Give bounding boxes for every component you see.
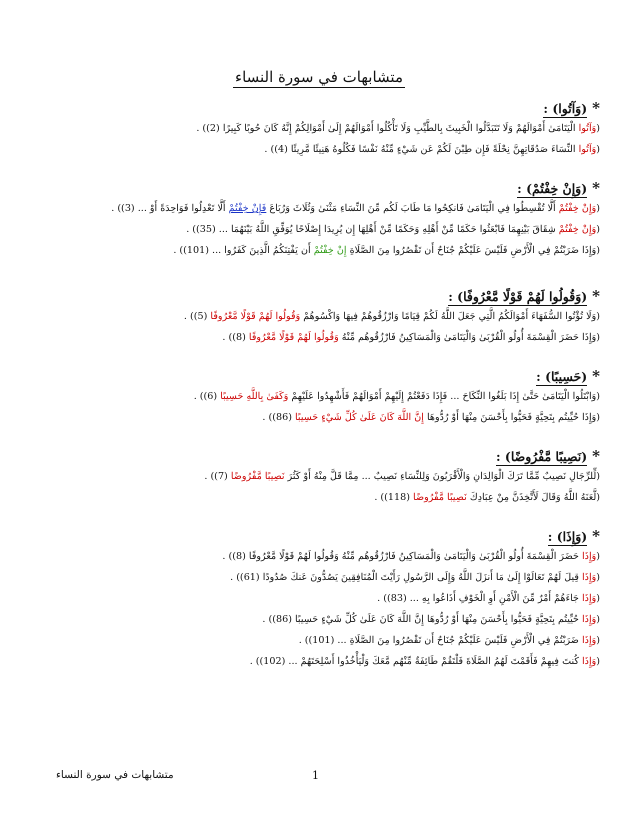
verse-text: جَاءَهُمْ أَمْرٌ مِّنَ الْأَمْنِ أَوِ الْخَوْفِ أَذَاعُوا بِهِ ... (83)) . xyxy=(377,593,582,604)
asterisk-icon: * xyxy=(592,179,600,197)
highlighted-phrase: وَآتُوا xyxy=(578,144,597,155)
verse-text: ( xyxy=(596,635,600,646)
highlighted-phrase: نَصِيبًا مَّفْرُوضًا xyxy=(413,492,467,503)
asterisk-icon: * xyxy=(592,527,600,545)
verse-text: أَلَّا تُقْسِطُوا فِي الْيَتَامَىٰ فَانكِحُوا مَا طَابَ لَكُم مِّنَ النِّسَاءِ مَثْنَىٰ وَثُلَاثَ وَرُبَاعَ xyxy=(266,203,559,214)
section-wa-in-khiftum xyxy=(40,178,600,261)
verse-text: (وَإِذَا ضَرَبْتُمْ فِي الْأَرْضِ فَلَيْسَ عَلَيْكُمْ جُنَاحٌ أَن تَقْصُرُوا مِنَ الصَّلَاةِ xyxy=(346,245,600,256)
section-heading xyxy=(40,286,600,306)
verse-text: (118)) . xyxy=(374,492,414,503)
section-heading xyxy=(40,98,600,118)
verse-line xyxy=(40,609,600,630)
verse-line xyxy=(40,546,600,567)
section-hasiba xyxy=(40,366,600,428)
section-heading xyxy=(40,178,600,198)
verse-text: (وَإِذَا حُيِّيتُم بِتَحِيَّةٍ فَحَيُّوا بِأَحْسَنَ مِنْهَا أَوْ رُدُّوهَا xyxy=(423,412,600,423)
highlighted-phrase: وَإِنْ خِفْتُمْ xyxy=(558,203,597,214)
verse-text: (وَابْتَلُوا الْيَتَامَىٰ حَتَّىٰ إِذَا بَلَغُوا النِّكَاحَ ... فَإِذَا دَفَعْتُمْ إِلَيْهِمْ أَمْوَالَهُمْ فَأَشْهِدُوا عَلَيْهِمْ xyxy=(288,391,600,402)
verse-line xyxy=(40,240,600,261)
verse-text: (لِّلرِّجَالِ نَصِيبٌ مِّمَّا تَرَكَ الْوَالِدَانِ وَالْأَقْرَبُونَ وَلِلنِّسَاءِ نَصِيبٌ ... مِمَّا قَلَّ مِنْهُ أَوْ كَثُرَ xyxy=(284,471,600,482)
verse-text: حُيِّيتُم بِتَحِيَّةٍ فَحَيُّوا بِأَحْسَنَ مِنْهَا أَوْ رُدُّوهَا إِنَّ اللَّهَ كَانَ عَلَىٰ كُلِّ شَيْءٍ حَسِيبًا (86)) . xyxy=(262,614,582,625)
asterisk-icon: * xyxy=(592,99,600,117)
verse-line xyxy=(40,386,600,407)
asterisk-icon: * xyxy=(592,287,600,305)
verse-text: (وَلَا تُؤْتُوا السُّفَهَاءَ أَمْوَالَكُمُ الَّتِي جَعَلَ اللَّهُ لَكُمْ قِيَامًا وَارْزُقُوهُمْ فِيهَا وَاكْسُوهُمْ xyxy=(300,311,600,322)
verse-line xyxy=(40,198,600,219)
section-heading xyxy=(40,526,600,546)
verse-text: (7)) . xyxy=(204,471,231,482)
section-heading-label: (وَآتُوا) : xyxy=(543,101,588,116)
section-heading-label: (وَإِنْ خِفْتُمْ) : xyxy=(517,181,588,196)
section-heading-label: (حَسِيبًا) : xyxy=(536,369,588,384)
highlighted-phrase: وَقُولُوا لَهُمْ قَوْلًا مَّعْرُوفًا xyxy=(248,332,339,343)
verse-line xyxy=(40,219,600,240)
verse-line xyxy=(40,487,600,508)
footer-title: متشابهات في سورة النساء xyxy=(56,769,174,781)
highlighted-phrase: وَإِذَا xyxy=(582,656,597,667)
verse-text: ( xyxy=(596,123,600,134)
highlighted-phrase: وَإِذَا xyxy=(582,551,597,562)
highlighted-phrase: نَصِيبًا مَّفْرُوضًا xyxy=(230,471,285,482)
verse-text: ( xyxy=(596,144,600,155)
verse-text: ( xyxy=(596,224,600,235)
verse-line xyxy=(40,630,600,651)
verse-text: ( xyxy=(596,572,600,583)
verse-line xyxy=(40,139,600,160)
highlighted-phrase: إِنَّ اللَّهَ كَانَ عَلَىٰ كُلِّ شَيْءٍ حَسِيبًا xyxy=(295,412,424,423)
verse-text: ( xyxy=(596,593,600,604)
verse-line xyxy=(40,118,600,139)
verse-text: (86)) . xyxy=(262,412,295,423)
highlighted-phrase: وَآتُوا xyxy=(578,123,597,134)
verse-text: ( xyxy=(596,551,600,562)
highlighted-phrase: وَإِذَا xyxy=(582,614,597,625)
verse-text: (لَّعَنَهُ اللَّهُ وَقَالَ لَأَتَّخِذَنَّ مِنْ عِبَادِكَ xyxy=(466,492,600,503)
verse-text: ( xyxy=(596,614,600,625)
verse-line xyxy=(40,327,600,348)
verse-text: حَضَرَ الْقِسْمَةَ أُولُو الْقُرْبَىٰ وَالْيَتَامَىٰ وَالْمَسَاكِينُ فَارْزُقُوهُم مِّنْهُ وَقُولُوا لَهُمْ قَوْلًا مَّعْرُوفًا (8)) . xyxy=(222,551,582,562)
highlighted-phrase: وَإِذَا xyxy=(582,593,597,604)
verse-text: (وَإِذَا حَضَرَ الْقِسْمَةَ أُولُو الْقُرْبَىٰ وَالْيَتَامَىٰ وَالْمَسَاكِينُ فَارْزُقُوهُم مِّنْهُ xyxy=(338,332,600,343)
verse-text: ( xyxy=(596,203,600,214)
verse-text: شِقَاقَ بَيْنِهِمَا فَابْعَثُوا حَكَمًا مِّنْ أَهْلِهِ وَحَكَمًا مِّنْ أَهْلِهَا إِن يُرِيدَا إِصْلَاحًا يُوَفِّقِ اللَّهُ بَيْنَهُمَا ... (35)) . xyxy=(186,224,559,235)
verse-line xyxy=(40,651,600,672)
page-title: متشابهات في سورة النساء xyxy=(235,68,403,86)
highlighted-phrase-blue: فَإِنْ خِفْتُمْ xyxy=(228,203,267,214)
verse-text: ضَرَبْتُمْ فِي الْأَرْضِ فَلَيْسَ عَلَيْكُمْ جُنَاحٌ أَن تَقْصُرُوا مِنَ الصَّلَاةِ ... (101)) . xyxy=(298,635,582,646)
highlighted-phrase: وَإِنْ خِفْتُمْ xyxy=(558,224,597,235)
section-heading-label: (نَصِيبًا مَّفْرُوضًا) : xyxy=(495,449,588,464)
section-wa-idha xyxy=(40,526,600,672)
page-number: 1 xyxy=(312,769,319,782)
verse-text: (8)) . xyxy=(222,332,249,343)
asterisk-icon: * xyxy=(592,447,600,465)
section-heading xyxy=(40,446,600,466)
verse-text: الْيَتَامَىٰ أَمْوَالَهُمْ وَلَا تَتَبَدَّلُوا الْخَبِيثَ بِالطَّيِّبِ وَلَا تَأْكُلُوا أَمْوَالَهُمْ إِلَىٰ أَمْوَالِكُمْ إِنَّهُ كَانَ حُوبًا كَبِيرًا (2)) . xyxy=(196,123,579,134)
section-nasiban-mafroudan xyxy=(40,446,600,508)
verse-text: (5)) . xyxy=(183,311,211,322)
section-qawlan-maroufa xyxy=(40,286,600,348)
verse-line xyxy=(40,306,600,327)
verse-line xyxy=(40,466,600,487)
highlighted-phrase: وَقُولُوا لَهُمْ قَوْلًا مَّعْرُوفًا xyxy=(210,311,301,322)
verse-line xyxy=(40,567,600,588)
verse-line xyxy=(40,588,600,609)
verse-text: النِّسَاءَ صَدُقَاتِهِنَّ نِحْلَةً فَإِن طِبْنَ لَكُمْ عَن شَيْءٍ مِّنْهُ نَفْسًا فَكُلُوهُ هَنِيئًا مَّرِيئًا (4)) . xyxy=(264,144,579,155)
highlighted-phrase: وَإِذَا xyxy=(582,572,597,583)
verse-text: أَن يَفْتِنَكُمُ الَّذِينَ كَفَرُوا ... (101)) . xyxy=(173,245,314,256)
highlighted-phrase: وَإِذَا xyxy=(582,635,597,646)
asterisk-icon: * xyxy=(592,367,600,385)
verse-text: قِيلَ لَهُمْ تَعَالَوْا إِلَىٰ مَا أَنزَلَ اللَّهُ وَإِلَى الرَّسُولِ رَأَيْتَ الْمُنَافِقِينَ يَصُدُّونَ عَنكَ صُدُودًا (61)) . xyxy=(230,572,582,583)
verse-text: ( xyxy=(596,656,600,667)
section-heading-label: (وَقُولُوا لَهُمْ قَوْلًا مَّعْرُوفًا) : xyxy=(448,289,588,304)
section-heading-label: (وَإِذَا) : xyxy=(547,529,588,544)
verse-text: أَلَّا تَعْدِلُوا فَوَاحِدَةً أَوْ ... (3)) . xyxy=(111,203,229,214)
verse-text: كُنتَ فِيهِمْ فَأَقَمْتَ لَهُمُ الصَّلَاةَ فَلْتَقُمْ طَائِفَةٌ مِّنْهُم مَّعَكَ وَلْيَأْخُذُوا أَسْلِحَتَهُمْ ... (102)) . xyxy=(249,656,582,667)
highlighted-phrase-green: إِنْ خِفْتُمْ xyxy=(313,245,347,256)
verse-line xyxy=(40,407,600,428)
verse-text: (6)) . xyxy=(193,391,221,402)
section-heading xyxy=(40,366,600,386)
highlighted-phrase: وَكَفَىٰ بِاللَّهِ حَسِيبًا xyxy=(220,391,289,402)
section-waatu xyxy=(40,98,600,160)
